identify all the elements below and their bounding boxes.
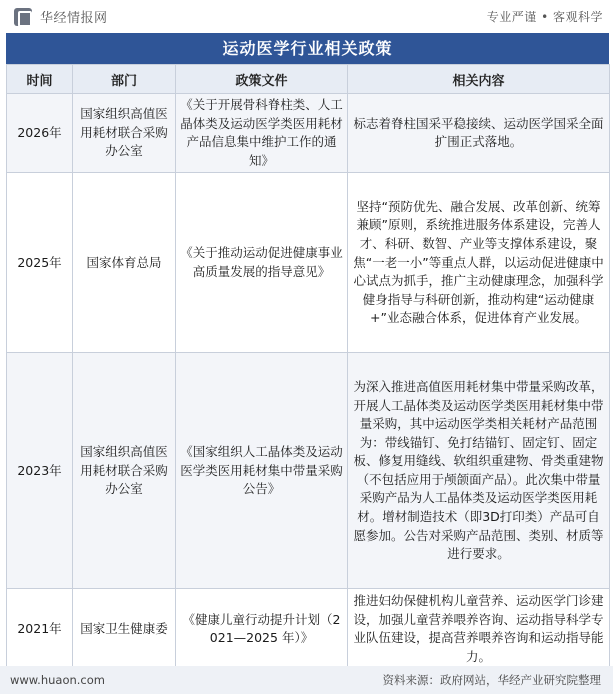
footer-source: 资料来源：政府网站，华经产业研究院整理 <box>382 673 601 687</box>
cell-time: 2023年 <box>7 353 73 589</box>
table-row <box>7 173 610 353</box>
cell-doc: 《国家组织人工晶体类及运动医学类医用耗材集中带量采购公告》 <box>176 353 348 589</box>
cell-content: 为深入推进高值医用耗材集中带量采购改革，开展人工晶体类及运动医学类医用耗材集中带量采购，其中运动医学类相关耗材产品范围为：带线锚钉、免打结锚钉、固定钉、固定板、修复用缝线、软组织重建物、骨类重建物（不包括应用于颅颌面产品）。此次集中带量采购产品为人工晶体类及运动医学类医用耗材。增材制造技术（即3D打印类）产品可自愿参加。公告对采购产品范围、类别、材质等进行要求。 <box>348 353 610 589</box>
logo-icon <box>14 8 32 26</box>
footer-url: www.huaon.com <box>10 673 105 687</box>
top-bar <box>0 0 613 33</box>
cell-dept: 国家卫生健康委 <box>73 589 176 670</box>
column-header-dept: 部门 <box>73 65 176 94</box>
cell-content: 标志着脊柱国采平稳接续、运动医学国采全面扩围正式落地。 <box>348 94 610 173</box>
cell-doc: 《健康儿童行动提升计划（2021—2025 年）》 <box>176 589 348 670</box>
cell-content: 坚持“预防优先、融合发展、改革创新、统筹兼顾”原则，系统推进服务体系建设，完善人才、科研、数智、产业等支撑体系建设，聚焦“一老一小”等重点人群，以运动促进健康中心试点为抓手，推广主动健康理念，加强科学健身指导与科研创新，推动构建“运动健康+”业态融合体系，促进体育产业发展。 <box>348 173 610 353</box>
table-row <box>7 94 610 173</box>
cell-time: 2025年 <box>7 173 73 353</box>
table-header-row <box>7 65 610 94</box>
cell-dept: 国家体育总局 <box>73 173 176 353</box>
cell-doc: 《关于开展骨科脊柱类、人工晶体类及运动医学类医用耗材产品信息集中维护工作的通知》 <box>176 94 348 173</box>
page-title: 运动医学行业相关政策 <box>6 33 609 64</box>
table-row <box>7 589 610 670</box>
brand <box>14 7 108 26</box>
cell-time: 2026年 <box>7 94 73 173</box>
brand-name: 华经情报网 <box>40 11 108 26</box>
column-header-content: 相关内容 <box>348 65 610 94</box>
policy-table <box>6 64 610 670</box>
slogan: 专业严谨 • 客观科学 <box>486 10 603 24</box>
footer <box>0 666 613 694</box>
cell-dept: 国家组织高值医用耗材联合采购办公室 <box>73 94 176 173</box>
column-header-time: 时间 <box>7 65 73 94</box>
cell-dept: 国家组织高值医用耗材联合采购办公室 <box>73 353 176 589</box>
cell-time: 2021年 <box>7 589 73 670</box>
table-row <box>7 353 610 589</box>
column-header-doc: 政策文件 <box>176 65 348 94</box>
cell-doc: 《关于推动运动促进健康事业高质量发展的指导意见》 <box>176 173 348 353</box>
cell-content: 推进妇幼保健机构儿童营养、运动医学门诊建设，加强儿童营养喂养咨询、运动指导科学专业队伍建设，提高营养喂养咨询和运动指导能力。 <box>348 589 610 670</box>
